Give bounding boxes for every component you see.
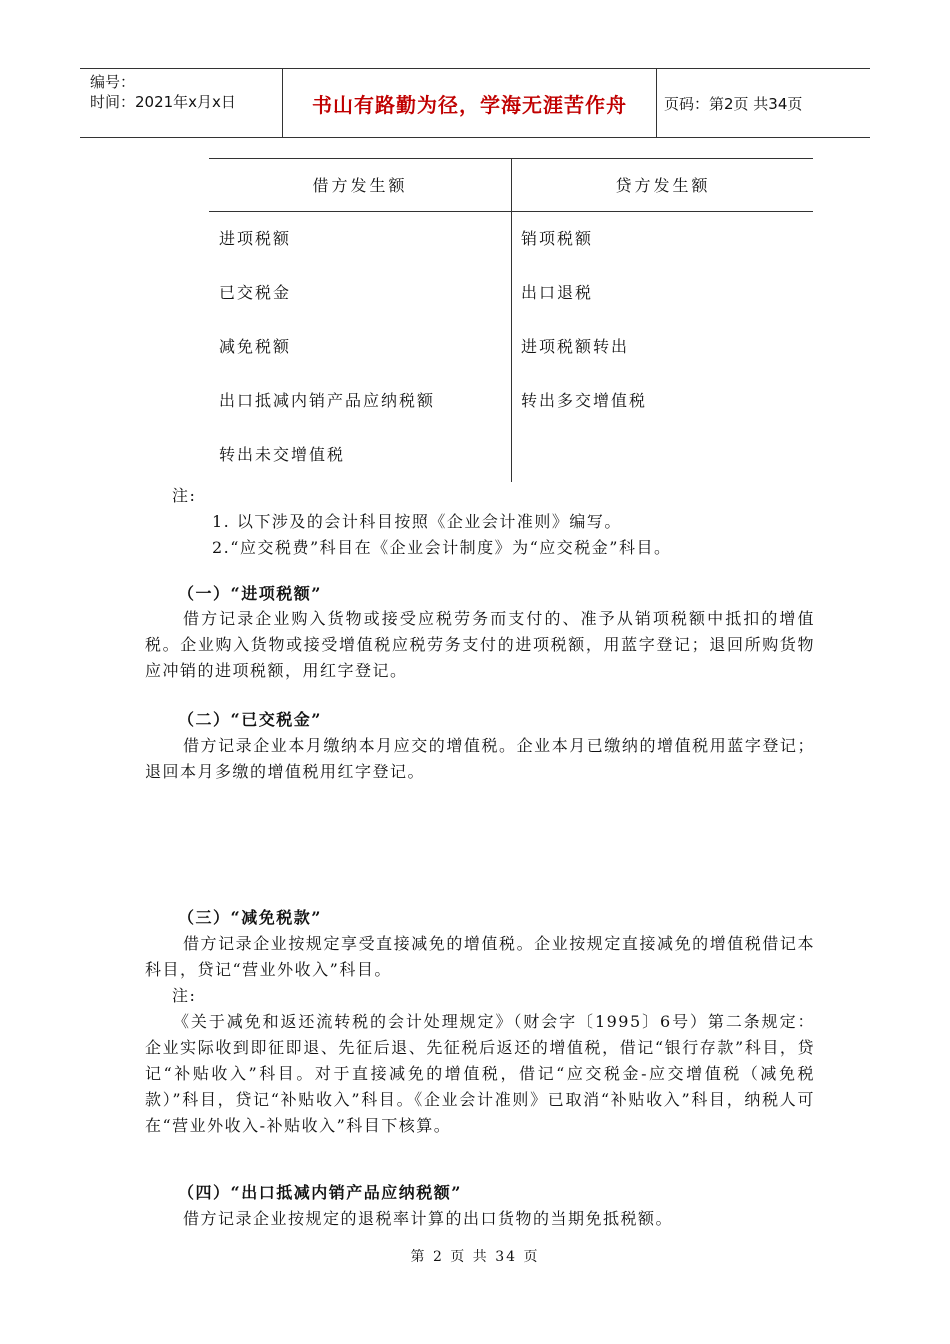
note-label: 注: bbox=[172, 486, 197, 505]
section-body: 借方记录企业本月缴纳本月应交的增值税。企业本月已缴纳的增值税用蓝字登记；退回本月多缴的增值税用红字登记。 bbox=[145, 736, 815, 781]
table-cell: 出口抵减内销产品应纳税额 bbox=[219, 391, 436, 410]
note-label: 注: bbox=[172, 986, 197, 1005]
credit-items bbox=[521, 212, 647, 428]
header-meta bbox=[90, 72, 280, 112]
time-label: 时间：2021年x月x日 bbox=[90, 93, 236, 111]
note-item: 2.“应交税费”科目在《企业会计制度》为“应交税金”科目。 bbox=[212, 538, 672, 557]
table-cell: 转出未交增值税 bbox=[219, 445, 346, 464]
section-title: （一）“进项税额” bbox=[178, 584, 322, 603]
table-cell: 销项税额 bbox=[521, 229, 594, 248]
header-divider bbox=[656, 69, 657, 137]
debit-column-header: 借方发生额 bbox=[312, 176, 408, 195]
section-body: 借方记录企业购入货物或接受应税劳务而支付的、准予从销项税额中抵扣的增值税。企业购入货物或接受增值税应税劳务支付的进项税额，用蓝字登记；退回所购货物应冲销的进项税额，用红字登记。 bbox=[145, 609, 815, 680]
credit-column-header: 贷方发生额 bbox=[615, 176, 711, 195]
debit-items bbox=[219, 212, 435, 482]
table-cell: 进项税额 bbox=[219, 229, 292, 248]
note-body: 《关于减免和返还流转税的会计处理规定》（财会字〔1995〕6号）第二条规定：企业实际收到即征即退、先征后退、先征税后返还的增值税，借记“银行存款”科目，贷记“补贴收入”科目。对于直接减免的增值税，借记“应交税金-应交增值税（减免税款）”科目，贷记“补贴收入”科目。《企业会计准则》已取消“补贴收入”科目，纳税人可在“营业外收入-补贴收入”科目下核算。 bbox=[145, 1012, 815, 1135]
note-item: 1. 以下涉及的会计科目按照《企业会计准则》编写。 bbox=[212, 512, 622, 531]
document-header bbox=[80, 68, 870, 138]
section-title: （四）“出口抵减内销产品应纳税额” bbox=[178, 1183, 462, 1202]
table-cell: 已交税金 bbox=[219, 283, 292, 302]
section-title: （二）“已交税金” bbox=[178, 710, 322, 729]
header-page-number: 页码：第2页 共34页 bbox=[664, 94, 803, 113]
header-motto: 书山有路勤为径，学海无涯苦作舟 bbox=[312, 92, 627, 117]
number-label: 编号： bbox=[90, 73, 136, 91]
table-cell: 进项税额转出 bbox=[521, 337, 630, 356]
table-cell: 减免税额 bbox=[219, 337, 292, 356]
section-body: 借方记录企业按规定享受直接减免的增值税。企业按规定直接减免的增值税借记本科目，贷记“营业外收入”科目。 bbox=[145, 934, 815, 979]
table-cell: 转出多交增值税 bbox=[521, 391, 648, 410]
page-footer: 第 2 页 共 34 页 bbox=[410, 1249, 540, 1265]
section-title: （三）“减免税款” bbox=[178, 908, 322, 927]
table-cell: 出口退税 bbox=[521, 283, 594, 302]
section-body: 借方记录企业按规定的退税率计算的出口货物的当期免抵税额。 bbox=[183, 1209, 674, 1228]
account-table bbox=[209, 158, 813, 482]
